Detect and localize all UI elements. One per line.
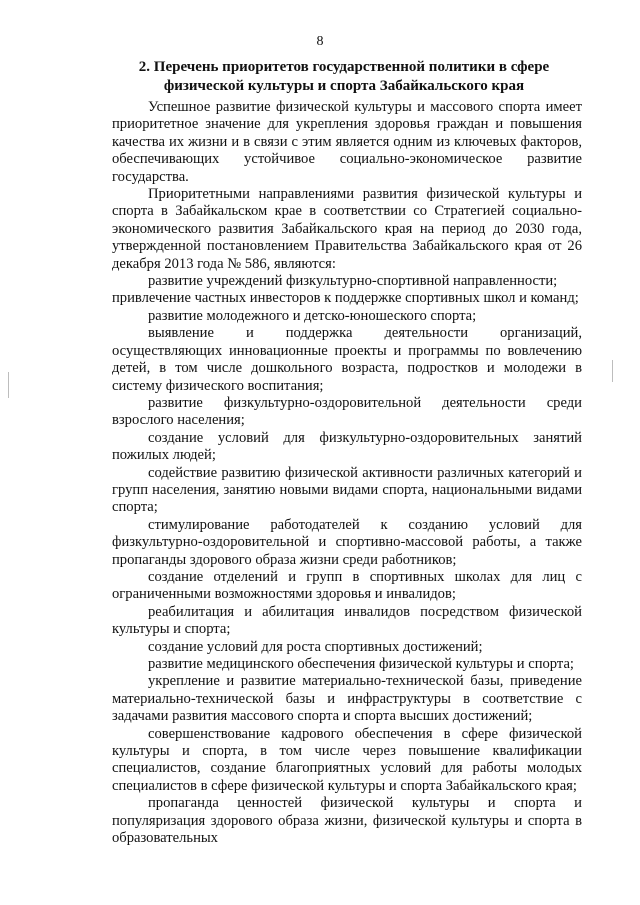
scan-margin-mark bbox=[8, 372, 9, 398]
list-item: содействие развитию физической активности различных категорий и групп населения, занятию новыми видами спорта, национальными видами спорта; bbox=[112, 464, 582, 516]
list-item: совершенствование кадрового обеспечения в сфере физической культуры и спорта, в том числе через повышение квалификации специалистов, создание благоприятных условий для работы молодых специалистов в сфере физической культуры и спорта Забайкальского края; bbox=[112, 725, 582, 794]
list-item: укрепление и развитие материально-технической базы, приведение материально-технической базы и инфраструктуры в соответствие с задачами развития массового спорта и спорта высших достижений; bbox=[112, 673, 582, 725]
list-item: развитие физкультурно-оздоровительной деятельности среди взрослого населения; bbox=[112, 394, 582, 429]
document-body bbox=[112, 99, 582, 847]
paragraph-priorities-lead: Приоритетными направлениями развития физической культуры и спорта в Забайкальском крае в соответствии со Стратегией социально-экономического развития Забайкальского края на период до 2030 года, утвержденной постановлением Правительства Забайкальского края от 26 декабря 2013 года № 586, являются: bbox=[112, 186, 582, 272]
list-item: развитие учреждений физкультурно-спортивной направленности; bbox=[148, 273, 558, 290]
list-item: создание отделений и групп в спортивных школах для лиц с ограниченными возможностями здоровья и инвалидов; bbox=[112, 568, 582, 603]
page-number: 8 bbox=[316, 34, 324, 49]
list-item: развитие молодежного и детско-юношеского спорта; bbox=[148, 307, 477, 324]
list-item: привлечение частных инвесторов к поддержке спортивных школ и команд; bbox=[112, 290, 579, 307]
section-heading-line-2: физической культуры и спорта Забайкальского края bbox=[163, 78, 525, 94]
list-item: создание условий для физкультурно-оздоровительных занятий пожилых людей; bbox=[112, 429, 582, 464]
list-item: пропаганда ценностей физической культуры и спорта и популяризация здорового образа жизни, физической культуры и спорта в образовательных bbox=[112, 795, 582, 847]
list-item: создание условий для роста спортивных достижений; bbox=[148, 638, 483, 655]
list-item: выявление и поддержка деятельности организаций, осуществляющих инновационные проекты и программы по вовлечению детей, в том числе дошкольного возраста, подростков и молодежи в систему физического воспитания; bbox=[112, 325, 582, 394]
list-item: развитие медицинского обеспечения физической культуры и спорта; bbox=[148, 656, 574, 672]
section-heading bbox=[110, 58, 578, 96]
paragraph-intro: Успешное развитие физической культуры и массового спорта имеет приоритетное значение для укрепления здоровья граждан и повышения качества их жизни и в связи с этим является одним из ключевых факторов, обеспечивающих устойчивое социально-экономическое развитие государства. bbox=[112, 99, 582, 185]
scan-margin-mark-right bbox=[612, 360, 613, 382]
list-item: стимулирование работодателей к созданию условий для физкультурно-оздоровительной и спортивно-массовой работы, а также пропаганды здорового образа жизни среди работников; bbox=[112, 516, 582, 568]
list-item: реабилитация и абилитация инвалидов посредством физической культуры и спорта; bbox=[112, 603, 582, 638]
section-heading-line-1: 2. Перечень приоритетов государственной политики в сфере bbox=[138, 59, 550, 75]
